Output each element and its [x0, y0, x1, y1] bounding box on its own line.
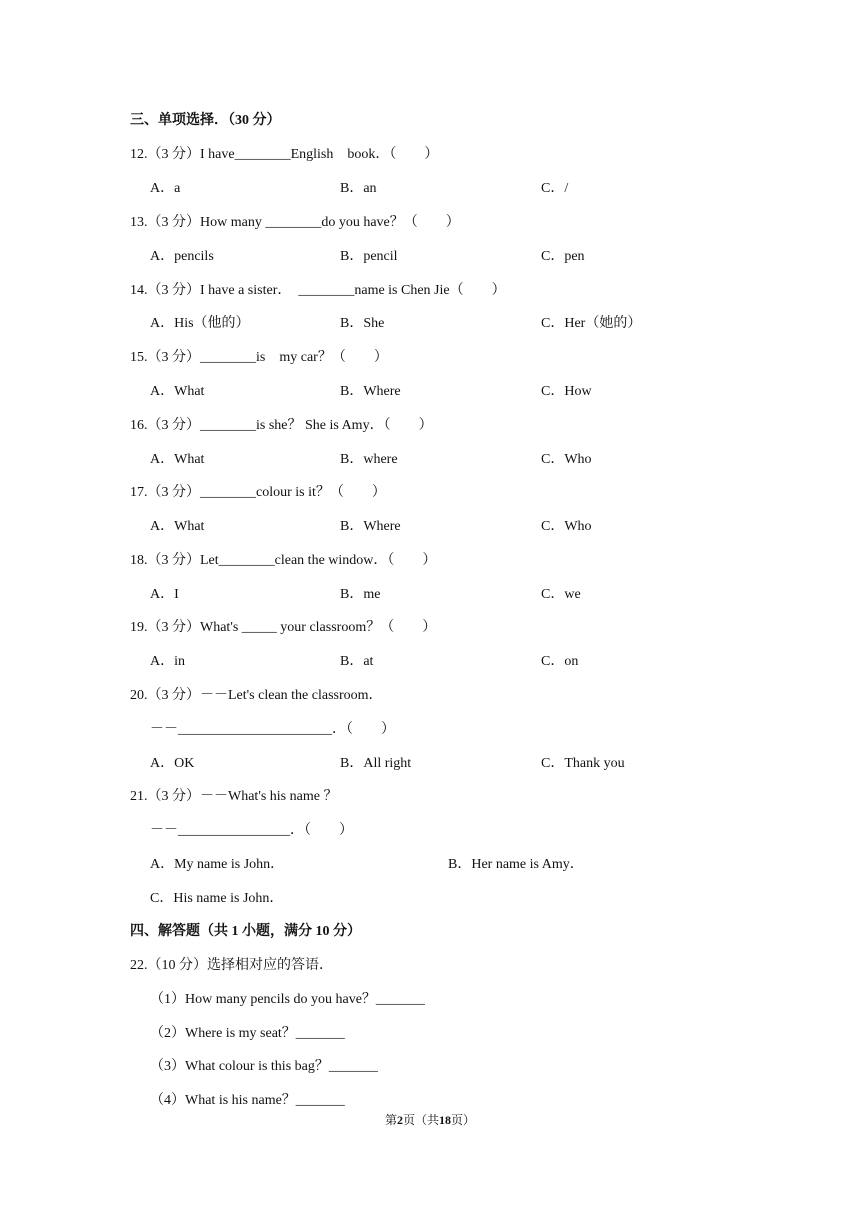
current-page-number: 2	[396, 1113, 403, 1127]
q14-option-a: A．His（他的）	[150, 316, 250, 331]
question-18-stem: 18.（3 分）Let________clean the window．（ ）	[130, 553, 437, 568]
q13-option-b: B．pencil	[340, 249, 398, 264]
q18-option-c: C．we	[541, 587, 581, 602]
q14-option-c: C．Her（她的）	[541, 316, 642, 331]
q16-option-c: C．Who	[541, 452, 592, 467]
q22-item-3: （3）What colour is this bag？_______	[150, 1059, 378, 1074]
question-16-stem: 16.（3 分）________is she？ She is Amy．（ ）	[130, 418, 433, 433]
q12-option-a: A．a	[150, 181, 181, 196]
q17-option-b: B．Where	[340, 519, 401, 534]
footer-prefix: 第	[384, 1113, 397, 1127]
q22-item-4: （4）What is his name？_______	[150, 1093, 345, 1108]
q22-item-2: （2）Where is my seat？_______	[150, 1026, 345, 1041]
section-3-title: 三、单项选择．（30 分）	[130, 113, 281, 128]
q15-option-a: A．What	[150, 384, 205, 399]
question-13-stem: 13.（3 分）How many ________do you have？（ ）	[130, 215, 460, 230]
page-footer	[0, 1111, 860, 1129]
question-21-answer-line: －－________________．（ ）	[150, 823, 353, 838]
q21-option-c: C．His name is John．	[150, 891, 284, 906]
q14-option-b: B．She	[340, 316, 385, 331]
q19-option-b: B．at	[340, 654, 374, 669]
question-17-stem: 17.（3 分）________colour is it？（ ）	[130, 485, 386, 500]
q12-option-c: C．/	[541, 181, 569, 196]
question-22-stem: 22.（10 分）选择相对应的答语．	[130, 958, 333, 973]
q17-option-c: C．Who	[541, 519, 592, 534]
q18-option-b: B．me	[340, 587, 381, 602]
footer-middle: 页（共	[402, 1113, 439, 1127]
q15-option-b: B．Where	[340, 384, 401, 399]
q13-option-c: C．pen	[541, 249, 585, 264]
question-20-answer-line: －－______________________．（ ）	[150, 722, 395, 737]
q15-option-c: C．How	[541, 384, 592, 399]
q20-option-a: A．OK	[150, 756, 195, 771]
question-15-stem: 15.（3 分）________is my car？（ ）	[130, 350, 388, 365]
q21-option-b: B．Her name is Amy．	[448, 857, 584, 872]
footer-suffix: 页）	[451, 1113, 476, 1127]
q19-option-a: A．in	[150, 654, 185, 669]
question-21-stem: 21.（3 分）－－What's his name ？	[130, 789, 338, 804]
question-20-stem: 20.（3 分）－－Let's clean the classroom．	[130, 688, 383, 703]
q21-option-a: A．My name is John．	[150, 857, 285, 872]
q16-option-a: A．What	[150, 452, 205, 467]
q13-option-a: A．pencils	[150, 249, 214, 264]
q19-option-c: C．on	[541, 654, 579, 669]
total-page-number: 18	[439, 1113, 451, 1127]
q20-option-c: C．Thank you	[541, 756, 625, 771]
question-12-stem: 12.（3 分）I have________English book．（ ）	[130, 147, 439, 162]
q16-option-b: B．where	[340, 452, 398, 467]
q22-item-1: （1）How many pencils do you have？_______	[150, 992, 425, 1007]
q20-option-b: B．All right	[340, 756, 412, 771]
section-4-title: 四、解答题（共 1 小题，满分 10 分）	[130, 924, 361, 939]
q18-option-a: A．I	[150, 587, 179, 602]
question-19-stem: 19.（3 分）What's _____ your classroom？（ ）	[130, 620, 437, 635]
q17-option-a: A．What	[150, 519, 205, 534]
question-14-stem: 14.（3 分）I have a sister． ________name is Chen Jie（ ）	[130, 283, 506, 298]
q12-option-b: B．an	[340, 181, 377, 196]
